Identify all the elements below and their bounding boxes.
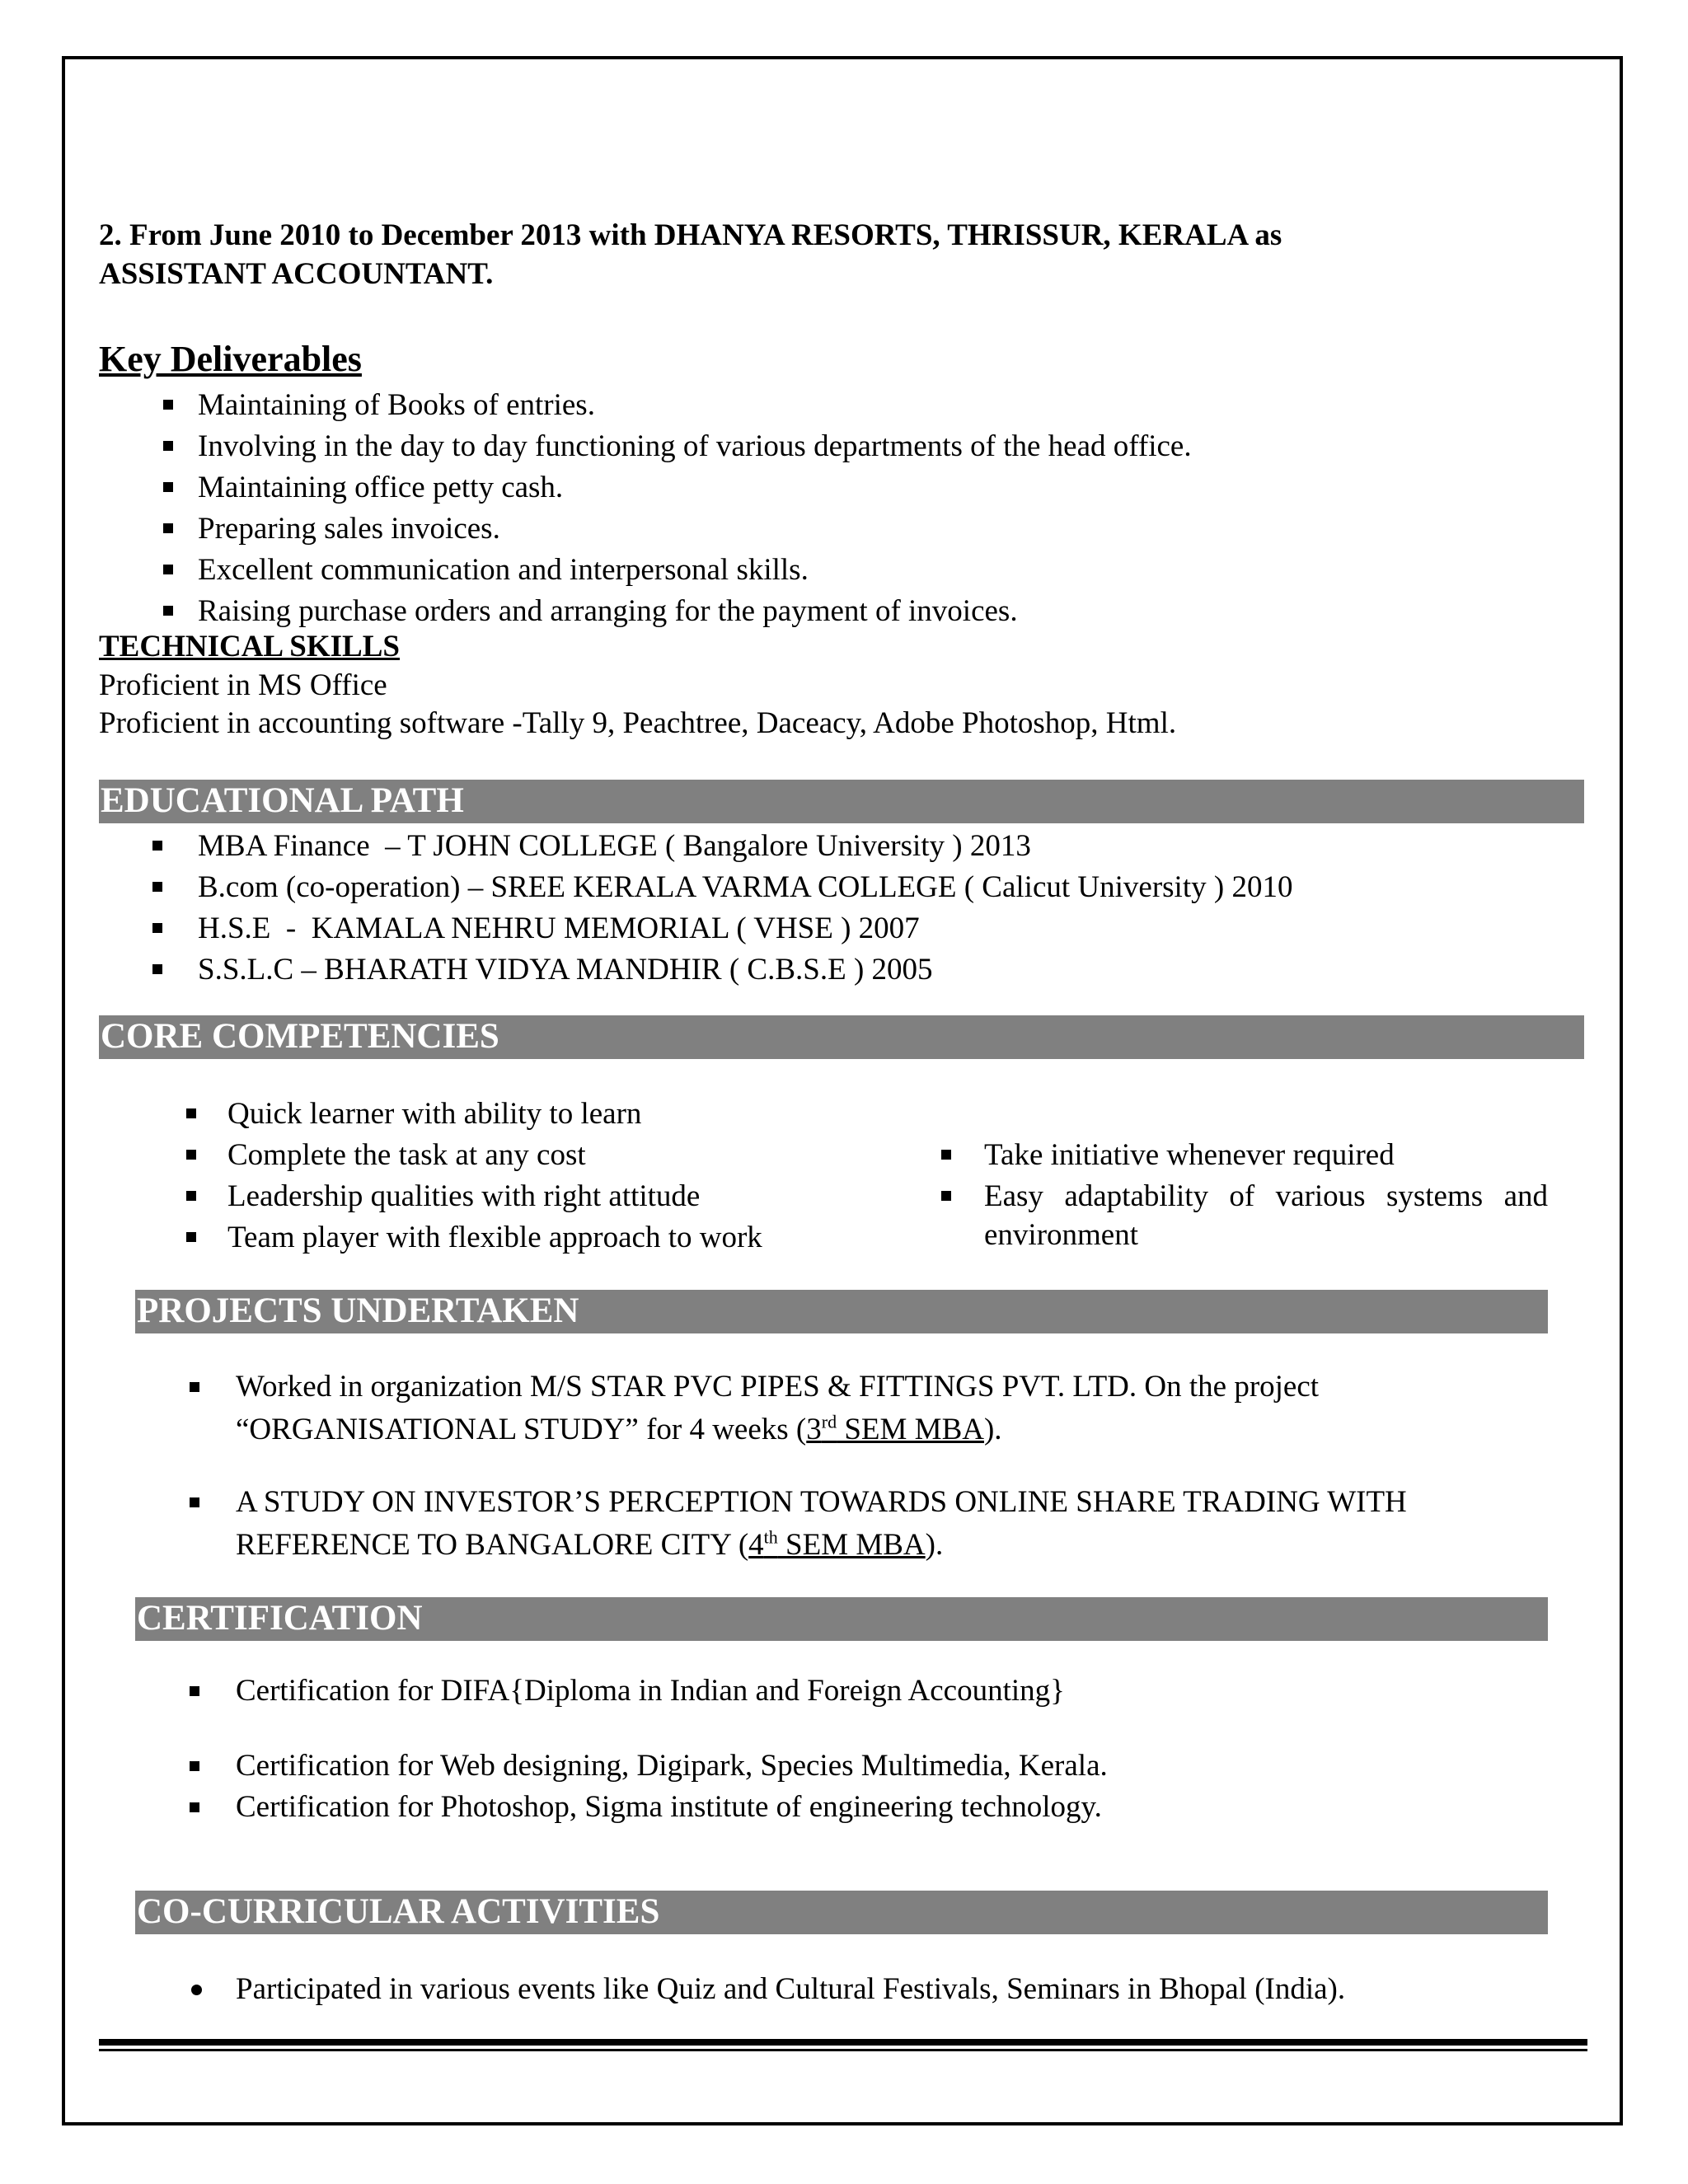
core-competencies-section-header: CORE COMPETENCIES (99, 1015, 1584, 1059)
semester-label: 4th SEM MBA (748, 1526, 926, 1562)
square-bullet-icon (190, 1382, 199, 1392)
list-item: B.com (co-operation) – SREE KERALA VARMA COLLEGE ( Calicut University ) 2010 (198, 869, 1599, 911)
square-bullet-icon (190, 1497, 199, 1507)
list-item: Take initiative whenever required (984, 1136, 1548, 1174)
square-bullet-icon (152, 841, 162, 851)
square-bullet-icon (163, 482, 173, 492)
list-item: Involving in the day to day functioning of various departments of the head office. (198, 429, 1599, 470)
co-curricular-item: Participated in various events like Quiz and Cultural Festivals, Seminars in Bhopal (India). (236, 1971, 1554, 2008)
list-item: S.S.L.C – BHARATH VIDYA MANDHIR ( C.B.S.E ) 2005 (198, 952, 1599, 993)
project-item: A STUDY ON INVESTOR’S PERCEPTION TOWARDS ONLINE SHARE TRADING WITH REFERENCE TO BANGALORE CITY (4th SEM MBA). (236, 1481, 1554, 1567)
square-bullet-icon (186, 1108, 196, 1118)
square-bullet-icon (186, 1191, 196, 1201)
list-item: Preparing sales invoices. (198, 511, 1599, 552)
semester-label: 3rd SEM MBA (806, 1411, 984, 1446)
square-bullet-icon (190, 1802, 199, 1812)
list-item: Maintaining of Books of entries. (198, 387, 1599, 429)
technical-skill-line: Proficient in MS Office (99, 668, 387, 702)
key-deliverables-list (198, 387, 1599, 635)
square-bullet-icon (163, 565, 173, 574)
square-bullet-icon (152, 923, 162, 933)
list-item: Quick learner with ability to learn (227, 1094, 793, 1133)
key-deliverables-heading: Key Deliverables (99, 339, 362, 379)
list-item: Excellent communication and interpersonal skills. (198, 552, 1599, 593)
technical-skill-line: Proficient in accounting software -Tally 9, Peachtree, Daceacy, Adobe Photoshop, Html. (99, 706, 1177, 740)
square-bullet-icon (163, 606, 173, 616)
core-competencies-right-list (984, 1136, 1548, 1257)
list-item: Complete the task at any cost (227, 1136, 793, 1174)
list-item: Team player with flexible approach to work (227, 1218, 793, 1257)
square-bullet-icon (152, 964, 162, 974)
education-list (198, 828, 1599, 993)
certification-section-header: CERTIFICATION (135, 1597, 1548, 1641)
list-item: H.S.E - KAMALA NEHRU MEMORIAL ( VHSE ) 2007 (198, 911, 1599, 952)
footer-rule-thin (99, 2049, 1587, 2051)
round-bullet-icon (191, 1985, 202, 1995)
projects-section-header: PROJECTS UNDERTAKEN (135, 1290, 1548, 1333)
square-bullet-icon (941, 1150, 951, 1160)
square-bullet-icon (190, 1761, 199, 1771)
square-bullet-icon (163, 441, 173, 451)
experience-heading-line2: ASSISTANT ACCOUNTANT. (99, 257, 494, 291)
list-item: Leadership qualities with right attitude (227, 1177, 793, 1216)
list-item: MBA Finance – T JOHN COLLEGE ( Bangalore University ) 2013 (198, 828, 1599, 869)
square-bullet-icon (163, 400, 173, 410)
list-item: Raising purchase orders and arranging for the payment of invoices. (198, 593, 1599, 635)
square-bullet-icon (186, 1150, 196, 1160)
technical-skills-heading: TECHNICAL SKILLS (99, 630, 400, 663)
square-bullet-icon (152, 882, 162, 892)
certification-item: Certification for DIFA{Diploma in Indian and Foreign Accounting} (236, 1673, 1554, 1709)
footer-rule-thick (99, 2039, 1587, 2046)
project-item: Worked in organization M/S STAR PVC PIPES & FITTINGS PVT. LTD. On the project “ORGANISATIONAL STUDY” for 4 weeks (3rd SEM MBA). (236, 1366, 1554, 1451)
certification-item: Certification for Web designing, Digipark, Species Multimedia, Kerala. (236, 1748, 1554, 1784)
list-item: Easy adaptability of various systems and environment (984, 1177, 1548, 1254)
co-curricular-section-header: CO-CURRICULAR ACTIVITIES (135, 1891, 1548, 1934)
certification-item: Certification for Photoshop, Sigma institute of engineering technology. (236, 1789, 1554, 1825)
square-bullet-icon (163, 523, 173, 533)
square-bullet-icon (941, 1191, 951, 1201)
experience-heading-line1: 2. From June 2010 to December 2013 with DHANYA RESORTS, THRISSUR, KERALA as (99, 218, 1282, 252)
list-item: Maintaining office petty cash. (198, 470, 1599, 511)
square-bullet-icon (186, 1232, 196, 1242)
experience-heading (99, 216, 1500, 293)
square-bullet-icon (190, 1686, 199, 1696)
education-section-header: EDUCATIONAL PATH (99, 780, 1584, 823)
core-competencies-left-list (227, 1094, 793, 1259)
